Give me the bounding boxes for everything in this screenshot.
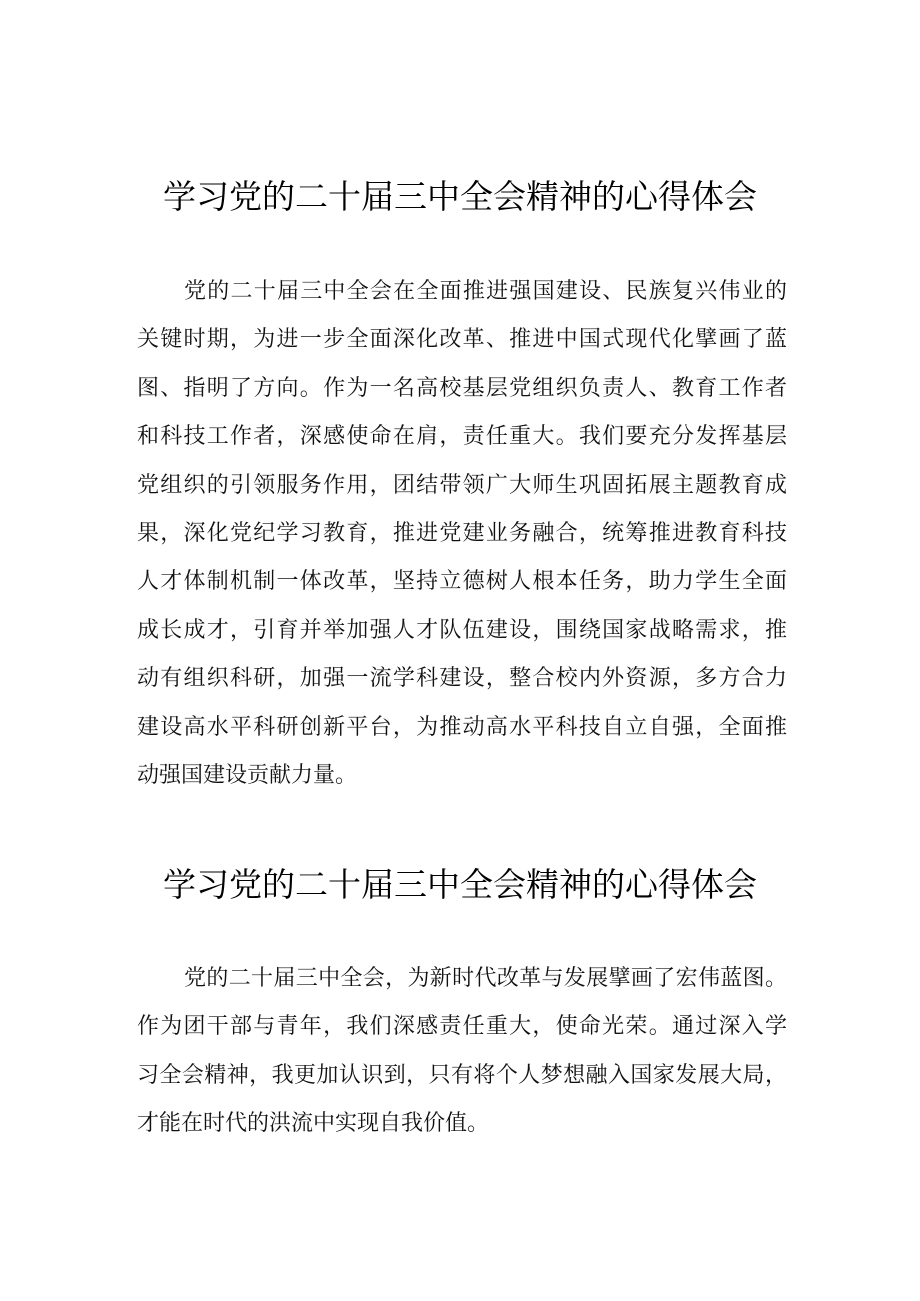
paragraph-line: 作为团干部与青年，我们深感责任重大，使命光荣。通过深入学 [137,1014,787,1040]
paragraph-line: 党的二十届三中全会在全面推进强国建设、民族复兴伟业的 [184,279,787,304]
paragraph-line: 图、指明了方向。作为一名高校基层党组织负责人、教育工作者 [137,375,787,401]
paragraph-line: 习全会精神，我更加认识到，只有将个人梦想融入国家发展大局， [137,1062,787,1088]
paragraph-line: 和科技工作者，深感使命在肩，责任重大。我们要充分发挥基层 [137,424,787,450]
section-body [137,273,787,805]
paragraph-line: 党组织的引领服务作用，团结带领广大师生巩固拓展主题教育成 [137,472,787,498]
paragraph-line: 才能在时代的洪流中实现自我价值。 [137,1111,490,1137]
section-title: 学习党的二十届三中全会精神的心得体会 [163,865,757,904]
paragraph-line: 人才体制机制一体改革，坚持立德树人根本任务，助力学生全面 [137,569,787,595]
paragraph-line: 关键时期，为进一步全面深化改革、推进中国式现代化擘画了蓝 [137,327,787,353]
paragraph-line: 动强国建设贡献力量。 [137,762,358,788]
section-title: 学习党的二十届三中全会精神的心得体会 [163,177,757,216]
paragraph-line: 动有组织科研，加强一流学科建设，整合校内外资源，多方合力 [137,666,787,692]
section-body [137,960,787,1154]
paragraph-line: 成长成才，引育并举加强人才队伍建设，围绕国家战略需求，推 [137,617,787,643]
paragraph-line: 建设高水平科研创新平台，为推动高水平科技自立自强，全面推 [137,714,787,740]
paragraph-line: 党的二十届三中全会，为新时代改革与发展擘画了宏伟蓝图。 [184,966,787,991]
paragraph-line: 果，深化党纪学习教育，推进党建业务融合，统筹推进教育科技 [137,520,787,546]
